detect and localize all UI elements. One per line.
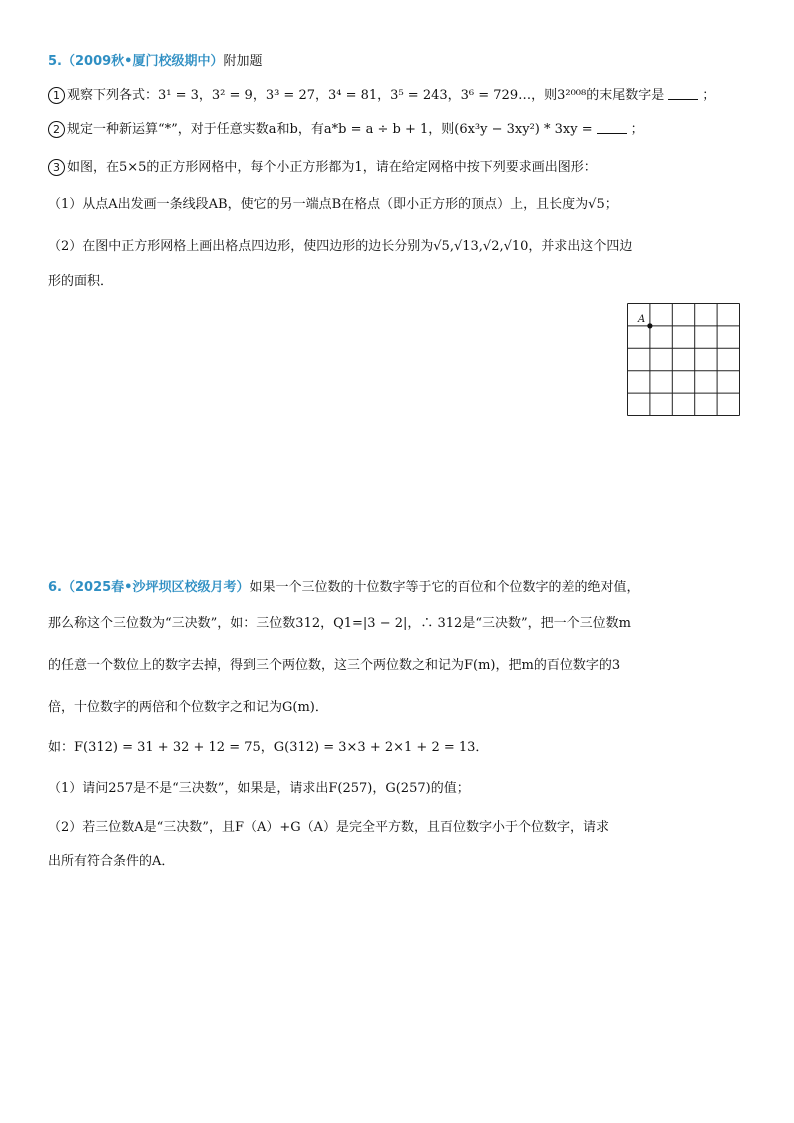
square-grid-figure [627, 303, 741, 417]
q5-item2-text: 规定一种新运算“*”，对于任意实数a和b，有a*b = a ÷ b + 1，则(6x³y − 3xy²) * 3xy = [67, 122, 593, 137]
q5-item2-end: ； [630, 122, 644, 137]
q6-number: 6. [48, 580, 62, 595]
q5-item1-text: 观察下列各式：3¹ = 3，3² = 9，3³ = 27，3⁴ = 81，3⁵ = 243，3⁶ = 729…，则3²⁰⁰⁸的末尾数字是 [67, 88, 665, 103]
q5-item3 [48, 158, 597, 178]
circled-3-icon: 3 [48, 159, 65, 176]
point-a-dot [647, 323, 652, 328]
q5-item1 [48, 86, 715, 106]
q5-number: 5. [48, 54, 62, 69]
q6-header [48, 578, 640, 598]
q5-item1-end: ； [702, 88, 716, 103]
q5-tag: 附加题 [223, 54, 263, 69]
q6-sub1: （1）请问257是不是“三决数”，如果是，请求出F(257)，G(257)的值； [48, 781, 470, 796]
q5-sub2a: （2）在图中正方形网格上画出格点四边形，使四边形的边长分别为√5,√13,√2,√10，并求出这个四边 [48, 239, 633, 254]
q6-sub2a: （2）若三位数A是“三决数”，且F（A）+G（A）是完全平方数，且百位数字小于个位数字，请求 [48, 820, 610, 835]
q5-sub2b: 形的面积． [48, 274, 114, 289]
q6-sub2b: 出所有符合条件的A． [48, 854, 175, 869]
circled-1-icon: 1 [48, 87, 65, 104]
q5-item1-blank[interactable] [668, 87, 698, 100]
q6-source: （2025春•沙坪坝区校级月考） [61, 580, 250, 595]
q6-para-line3: 的任意一个数位上的数字去掉，得到三个两位数，这三个两位数之和记为F(m)，把m的百位数字的3 [48, 658, 621, 673]
q5-source: （2009秋•厦门校级期中） [61, 54, 224, 69]
q6-para-line2: 那么称这个三位数为“三决数”，如：三位数312，Q1=|3 − 2|，∴ 312是“三决数”，把一个三位数m [48, 616, 631, 631]
point-a-label: A [638, 314, 646, 325]
q5-sub1: （1）从点A出发画一条线段AB，使它的另一端点B在格点（即小正方形的顶点）上，且长度为√5； [48, 197, 618, 212]
q6-para-line4: 倍，十位数字的两倍和个位数字之和记为G(m)． [48, 700, 328, 715]
q6-example: 如：F(312) = 31 + 32 + 12 = 75，G(312) = 3×3 + 2×1 + 2 = 13． [48, 740, 489, 755]
q5-header [48, 52, 263, 72]
q5-item2-blank[interactable] [597, 121, 627, 134]
q6-para-line1: 如果一个三位数的十位数字等于它的百位和个位数字的差的绝对值， [249, 580, 640, 595]
q5-item2 [48, 120, 644, 140]
circled-2-icon: 2 [48, 121, 65, 138]
q5-item3-text: 如图，在5×5的正方形网格中，每个小正方形都为1，请在给定网格中按下列要求画出图形： [67, 160, 597, 175]
